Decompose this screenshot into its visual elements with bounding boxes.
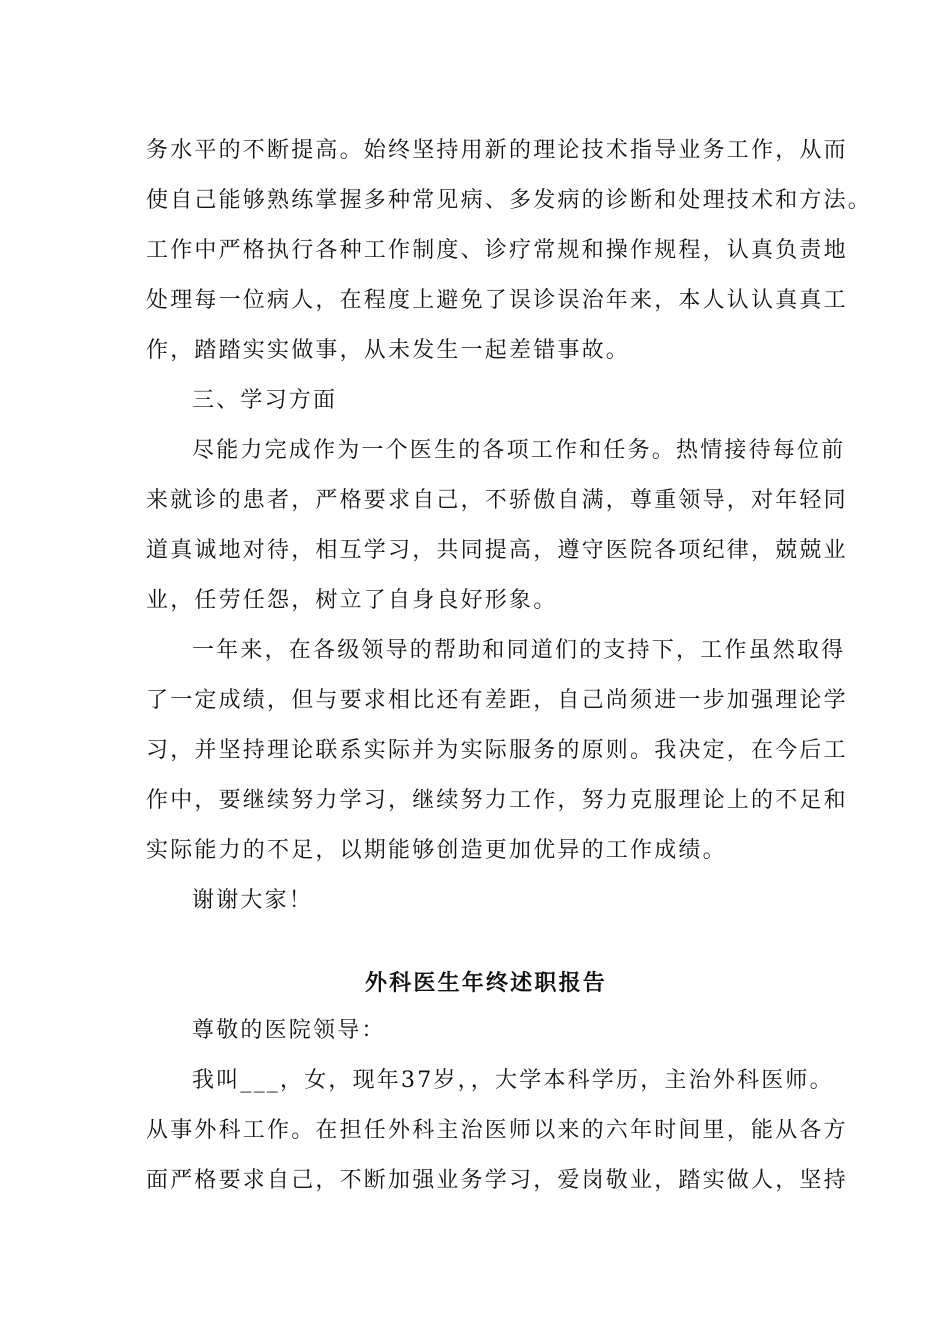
paragraph-line: 从事外科工作。在担任外科主治医师以来的六年时间里，能从各方 xyxy=(146,1118,848,1143)
document-body xyxy=(146,126,873,1206)
paragraph-line: 了一定成绩，但与要求相比还有差距，自己尚须进一步加强理论学 xyxy=(146,688,848,713)
paragraph-line: 我叫___，女，现年37岁，，大学本科学历，主治外科医师。 xyxy=(192,1068,834,1093)
section-heading: 三、学习方面 xyxy=(192,388,338,413)
paragraph-line: 务水平的不断提高。始终坚持用新的理论技术指导业务工作，从而 xyxy=(146,138,848,163)
closing-thanks: 谢谢大家！ xyxy=(192,888,314,913)
paragraph-line: 作中，要继续努力学习，继续努力工作，努力克服理论上的不足和 xyxy=(146,788,848,813)
salutation: 尊敬的医院领导： xyxy=(192,1018,386,1043)
paragraph-line: 工作中严格执行各种工作制度、诊疗常规和操作规程，认真负责地 xyxy=(146,238,848,263)
paragraph-line: 一年来，在各级领导的帮助和同道们的支持下，工作虽然取得 xyxy=(192,638,846,663)
report-title: 外科医生年终述职报告 xyxy=(364,970,607,996)
paragraph-line: 尽能力完成作为一个医生的各项工作和任务。热情接待每位前 xyxy=(192,438,846,463)
paragraph-line: 作，踏踏实实做事，从未发生一起差错事故。 xyxy=(146,338,631,363)
paragraph-line: 处理每一位病人，在程度上避免了误诊误治年来，本人认认真真工 xyxy=(146,288,848,313)
paragraph-line: 习，并坚持理论联系实际并为实际服务的原则。我决定，在今后工 xyxy=(146,738,848,763)
paragraph-line: 道真诚地对待，相互学习，共同提高，遵守医院各项纪律，兢兢业 xyxy=(146,538,848,563)
paragraph-line: 来就诊的患者，严格要求自己，不骄傲自满，尊重领导，对年轻同 xyxy=(146,488,848,513)
paragraph-line: 业，任劳任怨，树立了自身良好形象。 xyxy=(146,588,558,613)
paragraph-line: 实际能力的不足，以期能够创造更加优异的工作成绩。 xyxy=(146,838,727,863)
section-spacer xyxy=(146,926,816,960)
paragraph-line: 面严格要求自己，不断加强业务学习，爱岗敬业，踏实做人，坚持 xyxy=(146,1168,848,1193)
paragraph-line: 使自己能够熟练掌握多种常见病、多发病的诊断和处理技术和方法。 xyxy=(146,188,873,213)
